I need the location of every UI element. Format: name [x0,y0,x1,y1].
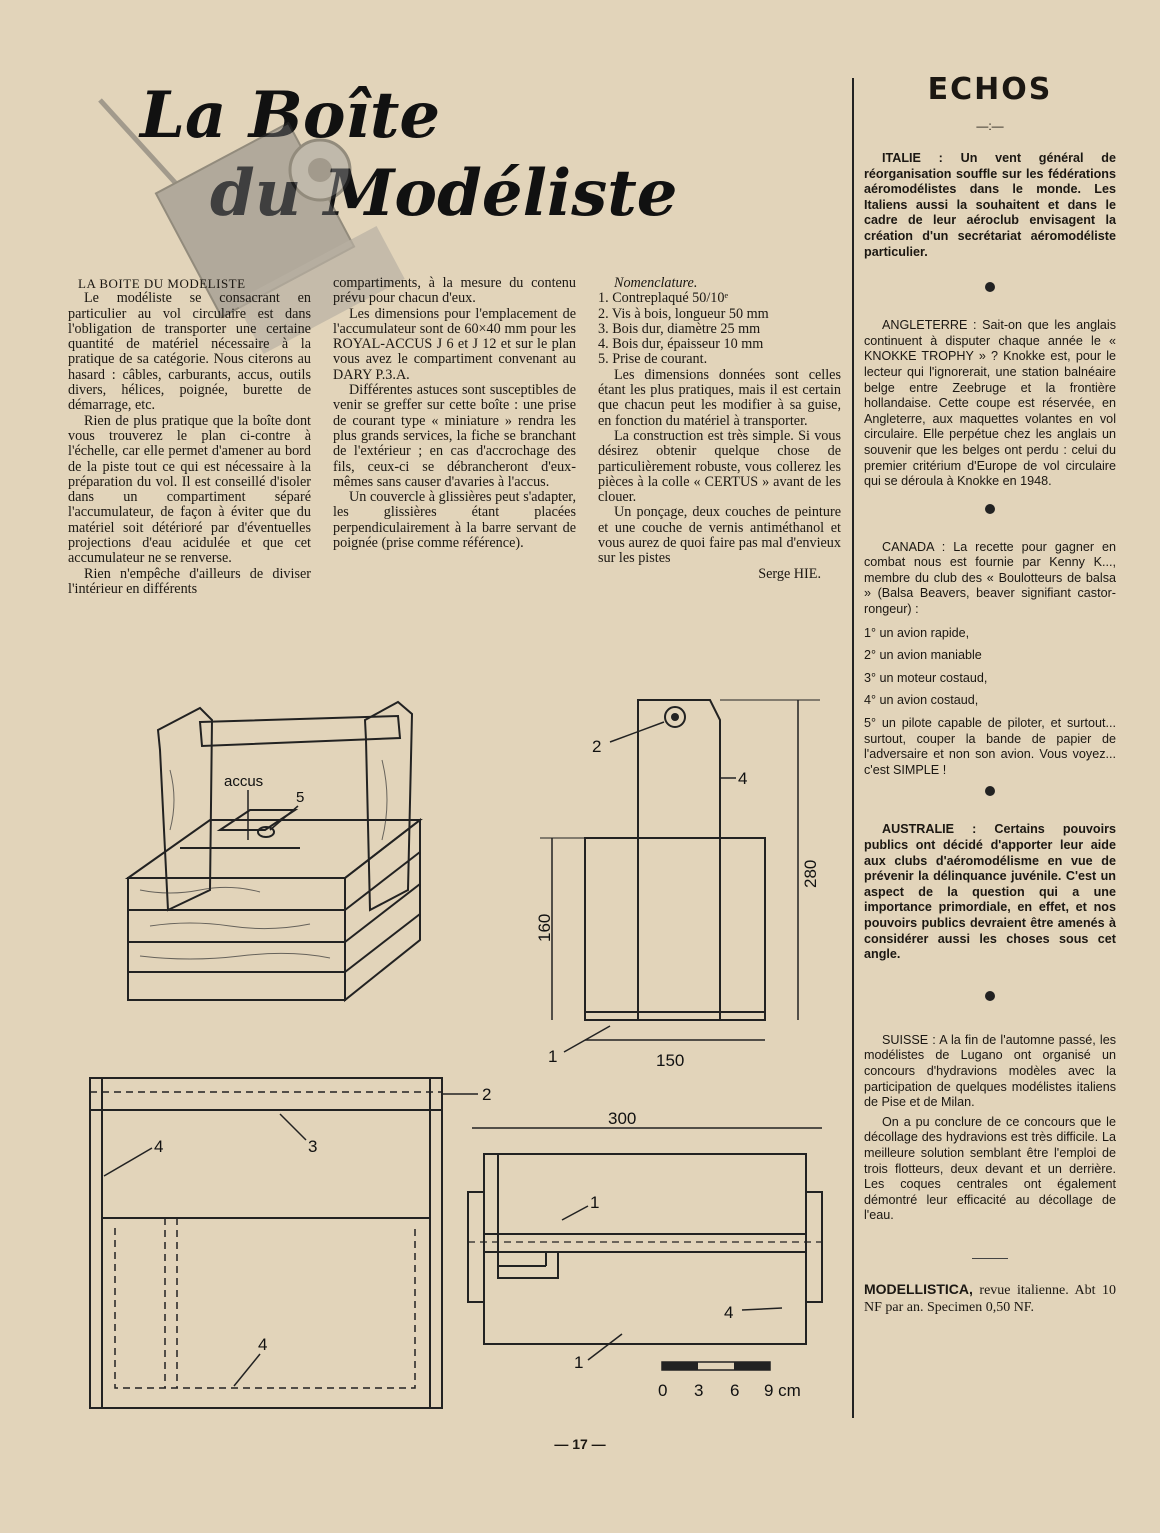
list-item: 4° un avion costaud, [864,693,979,708]
echos-column [864,72,1116,1316]
box-front-view-drawing [80,1068,500,1418]
bullet-dot [985,282,995,292]
echo-australie [864,822,1116,962]
dim-280: 280 [801,859,820,888]
list-item: 1° un avion rapide, [864,625,970,640]
label-5: 5 [296,789,305,806]
echo-text: Sait-on que les anglais continuent à disputer chaque année le « KNOKKE TROPHY » ? Knokke est, pour le lecteur qui l'ignorerait, une station balnéaire belge entre Zeebruge et la frontière hollandaise. Cette coupe est réservée, en Angleterre, aux maquettes volantes en vol circulaire. Elle perpétue chez les anglais un souvenir que les belges ont perdu : celui du premier critérium d'Europe de vol circulaire qui se déroula à Knokke en 1948. [864,318,1116,489]
echo-country: AUSTRALIE : [882,822,977,837]
col2-paragraph-1: compartiments, à la mesure du contenu prévu pour chacun d'eux. [333,275,576,307]
box-top-view-drawing [462,1102,832,1382]
nomenclature-heading: Nomenclature. [614,275,698,291]
label-accus: accus [224,773,264,790]
article-column-2 [333,276,576,551]
col3-paragraph-1: Les dimensions données sont celles étant les plus pratiques, mais il est certain que chacun peut les modifier à sa guise, en fonction du matériel à transporter. [598,366,841,429]
bullet-dot [985,504,995,514]
label-4: 4 [258,1335,268,1354]
echo-country: CANADA : [882,539,946,554]
col3-paragraph-3: Un ponçage, deux couches de peinture et une couche de vernis antiméthanol et vous aurez de quoi faire pas mal d'envieux sur les pistes [598,504,841,567]
dim-160: 160 [535,913,554,942]
echo-country: SUISSE : [882,1032,936,1047]
dim-300: 300 [608,1109,637,1128]
page-number: — 17 — [554,1436,606,1452]
label-4: 4 [738,769,748,788]
article-column-3 [598,276,841,582]
title-line-1: La Boîte [140,78,441,153]
label-1: 1 [590,1193,600,1212]
echo-canada [864,540,1116,779]
col1-paragraph-2: Rien de plus pratique que la boîte dont vous trouverez le plan ci-contre à l'échelle, car elle permet d'amener au bord de la piste tout ce qui est nécessaire à la préparation du vol. Il est conseillé d'isoler dans un compartiment séparé l'accumulateur, de façon à éviter que du matériel soit détérioré par d'éventuelles projections d'eau acidulée et que cet accumulateur ne se renverse. [68,412,311,567]
nomenclature-item: 3. Bois dur, diamètre 25 mm [598,320,761,337]
col2-paragraph-3: Différentes astuces sont susceptibles de venir se greffer sur cette boîte : une prise de courant type « miniature » rendra les plus grands services, la fiche se branchant de l'extérieur ; en cas d'accrochage des fils, ceux-ci se débrancheront d'eux-mêmes sans causer d'avaries à l'accus. [333,382,576,490]
echo-text: revue italienne. Abt 10 NF par an. Specimen 0,50 NF. [864,1282,1116,1315]
scale-tick: 6 [730,1381,740,1400]
label-4: 4 [724,1303,734,1322]
col3-paragraph-2: La construction est très simple. Si vous désirez obtenir quelque chose de particulièrement robuste, vous collerez les pièces à la colle « CERTUS » avant de les clouer. [598,427,841,506]
label-1: 1 [548,1047,558,1066]
nomenclature-item: 1. Contreplaqué 50/10ᵉ [598,290,729,307]
echo-text: Certains pouvoirs publics ont décidé d'apporter leur aide aux clubs d'aéromodélisme en vue de prévenir la délinquance juvénile. C'est un aspect de la question qui a une importance primordiale, en effet, et nos pouvoirs publics devraient être amenés à considérer aussi les choses sous cet angle. [864,822,1116,962]
box-side-view-drawing [530,690,840,1080]
bullet-dot [985,786,995,796]
echos-title: ECHOS [927,72,1053,107]
scale-tick: 0 [658,1381,668,1400]
scale-tick: 3 [694,1381,704,1400]
col1-paragraph-1: Le modéliste se consacrant en particulier au vol circulaire est dans l'obligation de transporter une certaine quantité de matériel nécessaire à la pratique de sa catégorie. Nous citerons au hasard : câbles, carburants, accus, outils divers, hélices, poignée, burette de démarrage, etc. [68,290,311,414]
nomenclature-item: 5. Prise de courant. [598,351,708,368]
label-2: 2 [482,1085,492,1104]
echo-modellistica [864,1281,1116,1316]
scale-tick: 9 cm [764,1381,801,1400]
col2-paragraph-4: Un couvercle à glissières peut s'adapter, les glissières étant placées perpendiculairement à la barre servant de poignée (prise comme référence). [333,489,576,552]
dim-150: 150 [656,1051,685,1070]
echo-country: MODELLISTICA, [864,1280,973,1297]
echo-country: ITALIE : [882,151,943,165]
echo-text: A la fin de l'automne passé, les modélistes de Lugano ont organisé un concours d'hydravions modèles avec la participation de quelques modélistes italiens de Pise et de Milan. [864,1032,1116,1110]
title-line-2: du Modéliste [210,156,678,231]
box-perspective-drawing [120,690,450,1030]
label-2: 2 [592,737,602,756]
author-signature: Serge HIE. [758,565,821,582]
nomenclature-item: 2. Vis à bois, longueur 50 mm [598,305,769,322]
nomenclature-item: 4. Bois dur, épaisseur 10 mm [598,336,764,353]
echo-text: On a pu conclure de ce concours que le décollage des hydravions est très difficile. La meilleure solution semblant être l'emploi de trois flotteurs, deux devant et un derrière. Les coques centrales ont également démontré leur efficacité au décollage de l'eau. [864,1114,1116,1223]
col2-paragraph-2: Les dimensions pour l'emplacement de l'accumulateur sont de 60×40 mm pour les ROYAL-ACCUS J 6 et J 12 et sur le plan vous avez le compartiment convenant au DARY P.3.A. [333,305,576,383]
article-heading: LA BOITE DU MODELISTE [78,276,246,291]
article-column-1 [68,276,311,597]
bullet-dot [985,991,995,1001]
echo-country: ANGLETERRE : [882,318,977,333]
column-divider [852,78,854,1418]
scale-bar [650,1356,820,1406]
list-item: 3° un moteur costaud, [864,670,988,685]
col1-paragraph-3: Rien n'empêche d'ailleurs de diviser l'intérieur en différents [68,565,311,597]
echo-text: Un vent général de réorganisation souffle sur les fédérations aéromodélistes dans le monde. Les Italiens aussi la souhaitent et dans le cadre de leur aéroclub envisagent la création d'un secrétariat aéromodéliste particulier. [864,151,1116,259]
echo-suisse [864,1033,1116,1224]
list-item: 5° un pilote capable de piloter, et surtout... surtout, couper la bande de papier de l'adversaire et non son avion. Vous voyez... c'est SIMPLE ! [864,716,1116,777]
echo-italie [864,151,1116,260]
echo-angleterre [864,318,1116,490]
list-item: 2° un avion maniable [864,648,982,663]
canada-list [864,626,1116,779]
echo-text: La recette pour gagner en combat nous est fournie par Kenny K..., membre du club des « Boulotteurs de balsa » (Balsa Beavers, beaver signifiant castor-rongeur) : [864,539,1116,617]
label-3: 3 [308,1137,318,1156]
label-1: 1 [574,1353,584,1372]
echos-separator: —:— [976,119,1004,133]
label-4: 4 [154,1137,164,1156]
section-rule [972,1258,1008,1259]
